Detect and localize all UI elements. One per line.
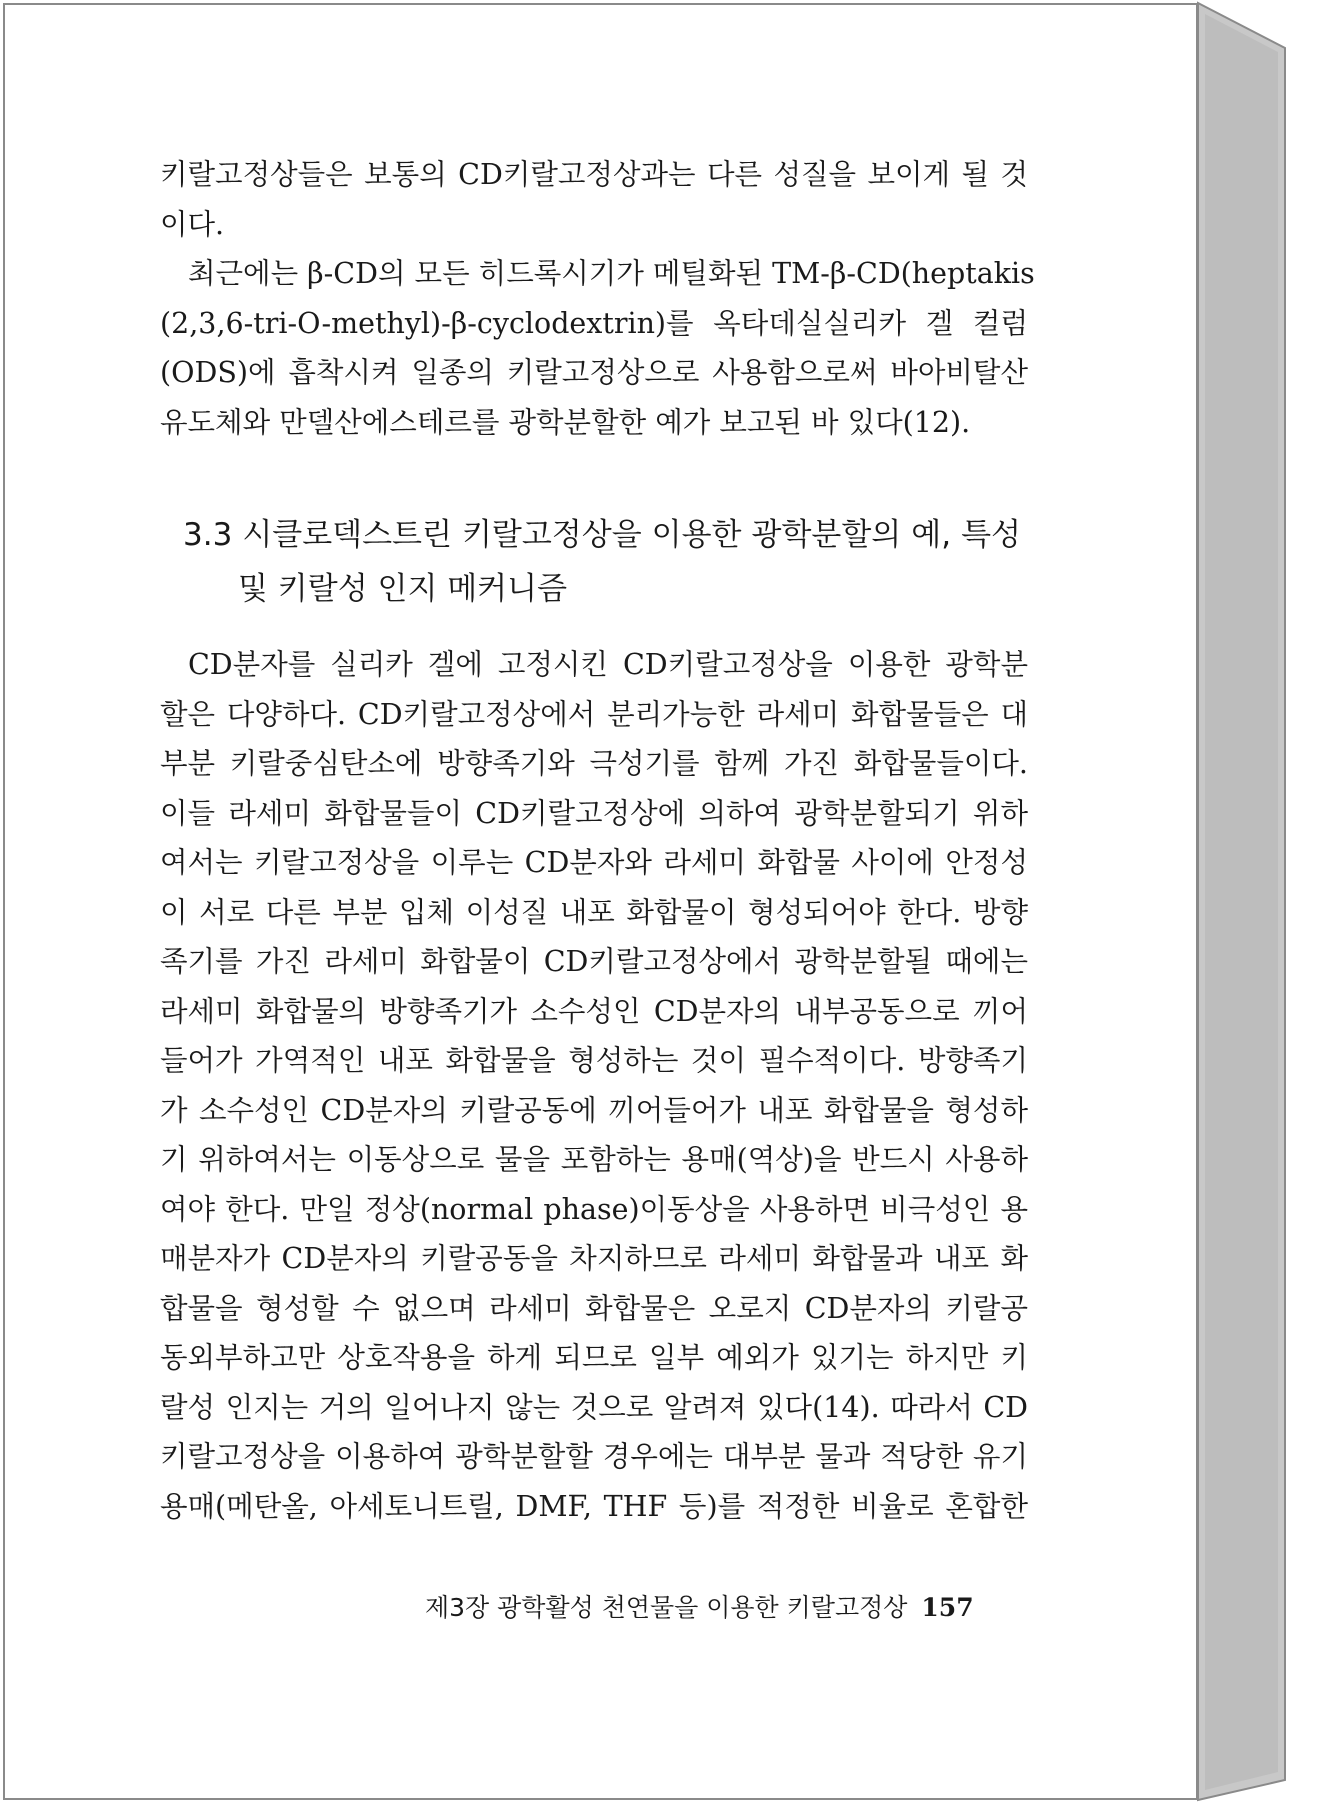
paragraph-main	[160, 640, 1028, 1531]
heading-line: 3.3 시클로덱스트린 키랄고정상을 이용한 광학분할의 예, 특성	[183, 517, 1021, 553]
heading-line: 및 키랄성 인지 메커니즘	[238, 571, 568, 607]
text-line: (2,3,6-tri-O-methyl)-β-cyclodextrin)를 옥타데실실리카 겔 컬럼	[160, 306, 1028, 340]
section-heading	[183, 508, 1021, 616]
text-line: 라세미 화합물의 방향족기가 소수성인 CD분자의 내부공동으로 끼어	[160, 994, 1028, 1028]
text-line: 용매(메탄올, 아세토니트릴, DMF, THF 등)를 적정한 비율로 혼합한	[160, 1489, 1028, 1523]
page-number: 157	[921, 1593, 974, 1622]
text-line: 기 위하여서는 이동상으로 물을 포함하는 용매(역상)을 반드시 사용하	[160, 1143, 1028, 1176]
text-line: (ODS)에 흡착시켜 일종의 키랄고정상으로 사용함으로써 바아비탈산	[160, 356, 1028, 389]
text-line: 할은 다양하다. CD키랄고정상에서 분리가능한 라세미 화합물들은 대	[160, 697, 1028, 731]
text-line: 들어가 가역적인 내포 화합물을 형성하는 것이 필수적이다. 방향족기	[160, 1044, 1028, 1077]
text-line: 여야 한다. 만일 정상(normal phase)이동상을 사용하면 비극성인 용	[160, 1192, 1028, 1226]
page-footer	[425, 1588, 974, 1624]
text-line: 이다.	[160, 207, 225, 241]
text-line: 여서는 키랄고정상을 이루는 CD분자와 라세미 화합물 사이에 안정성	[160, 846, 1028, 879]
text-line: 이들 라세미 화합물들이 CD키랄고정상에 의하여 광학분할되기 위하	[160, 796, 1028, 830]
text-line: 부분 키랄중심탄소에 방향족기와 극성기를 함께 가진 화합물들이다.	[160, 747, 1028, 780]
text-line: 키랄고정상을 이용하여 광학분할할 경우에는 대부분 물과 적당한 유기	[160, 1440, 1028, 1473]
text-line: 키랄고정상들은 보통의 CD키랄고정상과는 다른 성질을 보이게 될 것	[160, 158, 1028, 191]
paragraph-top	[160, 150, 1035, 447]
running-head: 제3장 광학활성 천연물을 이용한 키랄고정상	[425, 1593, 908, 1622]
text-line: 이 서로 다른 부분 입체 이성질 내포 화합물이 형성되어야 한다. 방향	[160, 895, 1028, 929]
text-line: CD분자를 실리카 겔에 고정시킨 CD키랄고정상을 이용한 광학분	[188, 648, 1028, 681]
text-line: 랄성 인지는 거의 일어나지 않는 것으로 알려져 있다(14). 따라서 CD	[160, 1390, 1028, 1424]
text-line: 가 소수성인 CD분자의 키랄공동에 끼어들어가 내포 화합물을 형성하	[160, 1093, 1028, 1127]
text-line: 동외부하고만 상호작용을 하게 되므로 일부 예외가 있기는 하지만 키	[160, 1341, 1028, 1374]
text-line: 합물을 형성할 수 없으며 라세미 화합물은 오로지 CD분자의 키랄공	[160, 1291, 1028, 1325]
text-line: 최근에는 β-CD의 모든 히드록시기가 메틸화된 TM-β-CD(heptakis	[188, 257, 1035, 290]
text-line: 유도체와 만델산에스테르를 광학분할한 예가 보고된 바 있다(12).	[160, 405, 971, 439]
text-line: 매분자가 CD분자의 키랄공동을 차지하므로 라세미 화합물과 내포 화	[160, 1242, 1028, 1275]
text-line: 족기를 가진 라세미 화합물이 CD키랄고정상에서 광학분할될 때에는	[160, 945, 1028, 978]
